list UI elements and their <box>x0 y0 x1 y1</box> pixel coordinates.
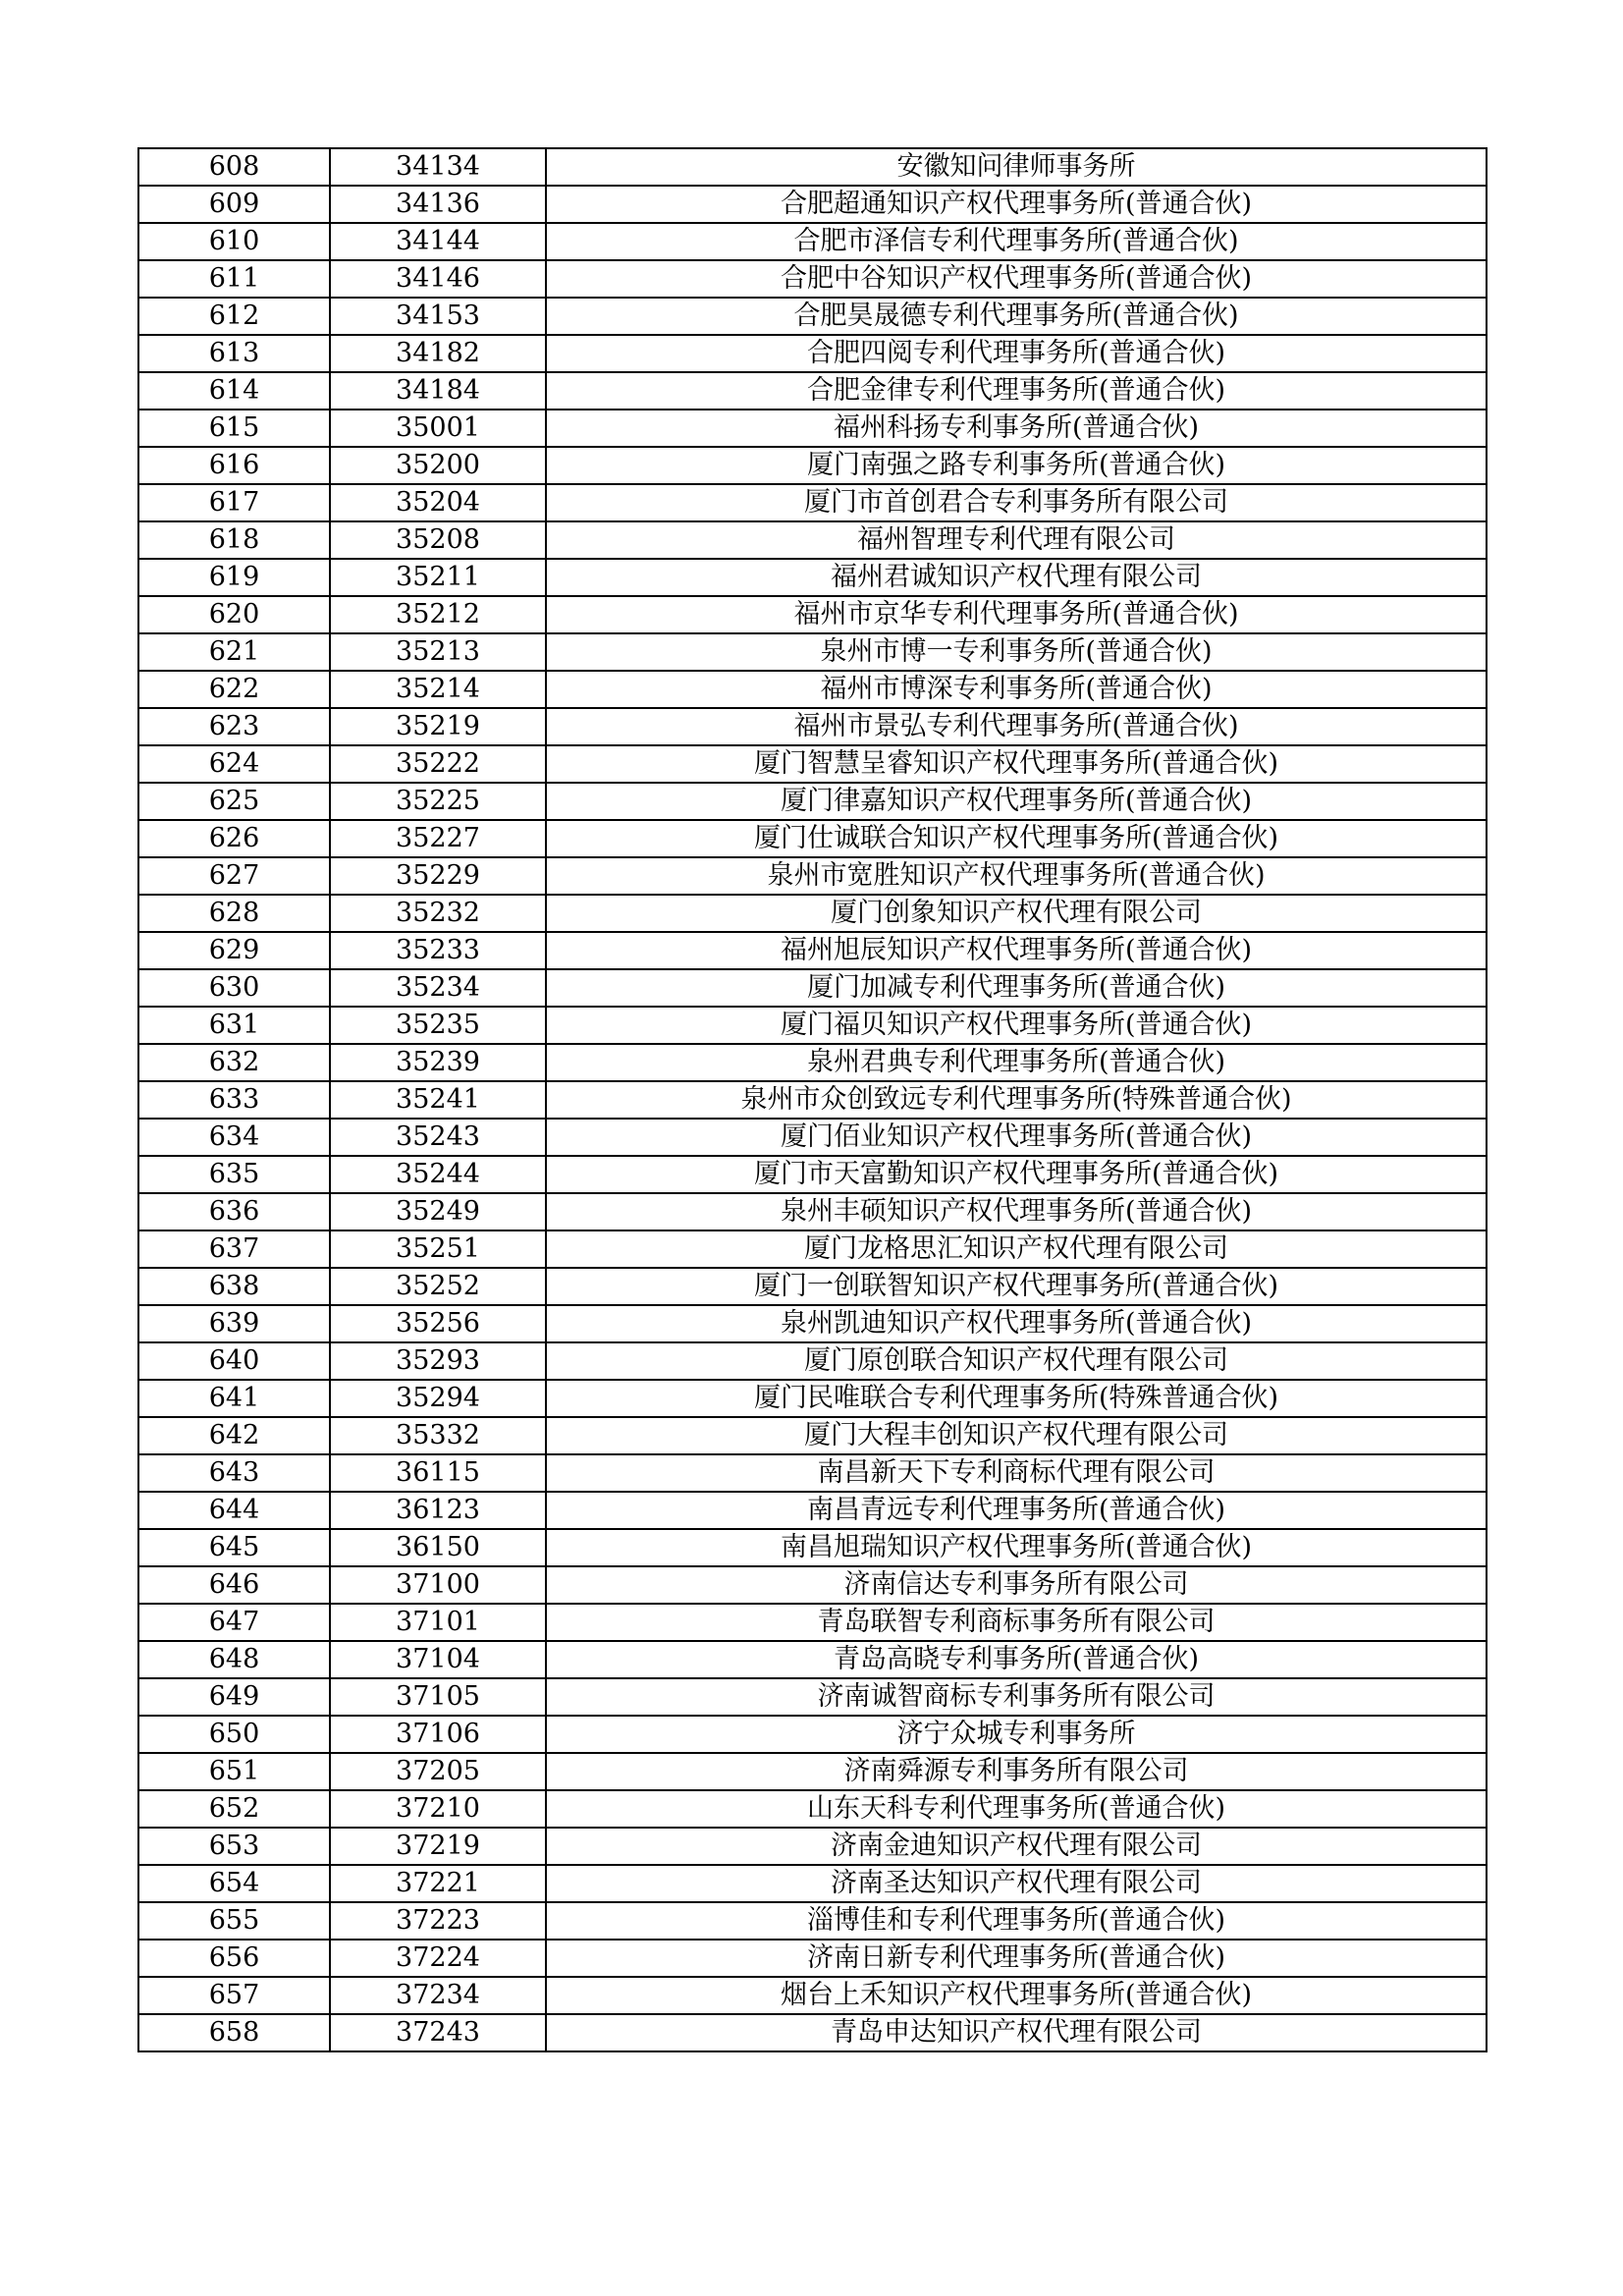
row-name-cell: 南昌旭瑞知识产权代理事务所(普通合伙) <box>546 1529 1487 1566</box>
row-name-cell: 福州市博深专利事务所(普通合伙) <box>546 671 1487 708</box>
table-row <box>138 1044 1487 1081</box>
table-row <box>138 1902 1487 1940</box>
row-seq-cell: 617 <box>138 484 330 521</box>
row-seq-cell: 646 <box>138 1566 330 1604</box>
row-name-cell: 合肥昊晟德专利代理事务所(普通合伙) <box>546 298 1487 335</box>
row-code-cell: 35211 <box>330 559 546 596</box>
table-row <box>138 745 1487 783</box>
row-seq-cell: 652 <box>138 1790 330 1828</box>
table-row <box>138 783 1487 820</box>
table-row <box>138 521 1487 559</box>
row-name-cell: 淄博佳和专利代理事务所(普通合伙) <box>546 1902 1487 1940</box>
row-code-cell: 35208 <box>330 521 546 559</box>
row-seq-cell: 651 <box>138 1753 330 1790</box>
row-code-cell: 37205 <box>330 1753 546 1790</box>
row-code-cell: 35214 <box>330 671 546 708</box>
table-row <box>138 559 1487 596</box>
row-name-cell: 福州市京华专利代理事务所(普通合伙) <box>546 596 1487 633</box>
table-row <box>138 335 1487 372</box>
table-row <box>138 1119 1487 1156</box>
table-row <box>138 1342 1487 1380</box>
row-seq-cell: 615 <box>138 410 330 447</box>
row-code-cell: 34136 <box>330 186 546 223</box>
row-name-cell: 合肥金律专利代理事务所(普通合伙) <box>546 372 1487 410</box>
row-name-cell: 南昌青远专利代理事务所(普通合伙) <box>546 1492 1487 1529</box>
row-seq-cell: 640 <box>138 1342 330 1380</box>
table-row <box>138 932 1487 969</box>
table-row <box>138 1380 1487 1417</box>
row-seq-cell: 637 <box>138 1230 330 1268</box>
row-code-cell: 35200 <box>330 447 546 484</box>
row-code-cell: 35235 <box>330 1007 546 1044</box>
row-code-cell: 35212 <box>330 596 546 633</box>
table-row <box>138 372 1487 410</box>
table-row <box>138 410 1487 447</box>
table-row <box>138 186 1487 223</box>
table-row <box>138 484 1487 521</box>
row-name-cell: 厦门加减专利代理事务所(普通合伙) <box>546 969 1487 1007</box>
row-name-cell: 济宁众城专利事务所 <box>546 1716 1487 1753</box>
row-name-cell: 济南金迪知识产权代理有限公司 <box>546 1828 1487 1865</box>
row-name-cell: 安徽知问律师事务所 <box>546 148 1487 186</box>
table-row <box>138 1641 1487 1678</box>
row-seq-cell: 620 <box>138 596 330 633</box>
table-row <box>138 1828 1487 1865</box>
row-name-cell: 福州旭辰知识产权代理事务所(普通合伙) <box>546 932 1487 969</box>
row-name-cell: 山东天科专利代理事务所(普通合伙) <box>546 1790 1487 1828</box>
agency-table <box>137 147 1488 2052</box>
row-code-cell: 37219 <box>330 1828 546 1865</box>
table-row <box>138 1268 1487 1305</box>
table-body <box>138 148 1487 2051</box>
row-seq-cell: 639 <box>138 1305 330 1342</box>
row-seq-cell: 619 <box>138 559 330 596</box>
row-name-cell: 厦门市天富勤知识产权代理事务所(普通合伙) <box>546 1156 1487 1193</box>
row-code-cell: 37221 <box>330 1865 546 1902</box>
row-code-cell: 37223 <box>330 1902 546 1940</box>
row-seq-cell: 656 <box>138 1940 330 1977</box>
row-code-cell: 35227 <box>330 820 546 857</box>
table-row <box>138 708 1487 745</box>
row-code-cell: 37210 <box>330 1790 546 1828</box>
row-code-cell: 37243 <box>330 2014 546 2051</box>
row-seq-cell: 611 <box>138 260 330 298</box>
row-code-cell: 36150 <box>330 1529 546 1566</box>
table-row <box>138 1865 1487 1902</box>
row-name-cell: 厦门原创联合知识产权代理有限公司 <box>546 1342 1487 1380</box>
row-code-cell: 37106 <box>330 1716 546 1753</box>
table-row <box>138 148 1487 186</box>
row-name-cell: 厦门创象知识产权代理有限公司 <box>546 895 1487 932</box>
row-seq-cell: 632 <box>138 1044 330 1081</box>
row-name-cell: 厦门律嘉知识产权代理事务所(普通合伙) <box>546 783 1487 820</box>
table-row <box>138 1230 1487 1268</box>
row-code-cell: 34184 <box>330 372 546 410</box>
row-name-cell: 福州科扬专利事务所(普通合伙) <box>546 410 1487 447</box>
row-code-cell: 35213 <box>330 633 546 671</box>
table-row <box>138 1454 1487 1492</box>
table-row <box>138 895 1487 932</box>
row-name-cell: 济南信达专利事务所有限公司 <box>546 1566 1487 1604</box>
table-row <box>138 2014 1487 2051</box>
row-code-cell: 37105 <box>330 1678 546 1716</box>
row-name-cell: 厦门民唯联合专利代理事务所(特殊普通合伙) <box>546 1380 1487 1417</box>
row-seq-cell: 647 <box>138 1604 330 1641</box>
row-seq-cell: 616 <box>138 447 330 484</box>
row-seq-cell: 642 <box>138 1417 330 1454</box>
table-row <box>138 1940 1487 1977</box>
row-name-cell: 济南日新专利代理事务所(普通合伙) <box>546 1940 1487 1977</box>
row-name-cell: 厦门仕诚联合知识产权代理事务所(普通合伙) <box>546 820 1487 857</box>
row-seq-cell: 623 <box>138 708 330 745</box>
row-seq-cell: 633 <box>138 1081 330 1119</box>
row-seq-cell: 644 <box>138 1492 330 1529</box>
row-code-cell: 35294 <box>330 1380 546 1417</box>
table-row <box>138 671 1487 708</box>
row-seq-cell: 650 <box>138 1716 330 1753</box>
row-name-cell: 福州智理专利代理有限公司 <box>546 521 1487 559</box>
table-row <box>138 1492 1487 1529</box>
row-name-cell: 合肥四阅专利代理事务所(普通合伙) <box>546 335 1487 372</box>
row-name-cell: 济南圣达知识产权代理有限公司 <box>546 1865 1487 1902</box>
row-name-cell: 青岛申达知识产权代理有限公司 <box>546 2014 1487 2051</box>
row-code-cell: 37234 <box>330 1977 546 2014</box>
table-row <box>138 1529 1487 1566</box>
row-seq-cell: 624 <box>138 745 330 783</box>
row-seq-cell: 622 <box>138 671 330 708</box>
table-row <box>138 633 1487 671</box>
row-code-cell: 35229 <box>330 857 546 895</box>
table-row <box>138 1156 1487 1193</box>
row-seq-cell: 631 <box>138 1007 330 1044</box>
row-seq-cell: 658 <box>138 2014 330 2051</box>
row-name-cell: 厦门大程丰创知识产权代理有限公司 <box>546 1417 1487 1454</box>
table-row <box>138 260 1487 298</box>
row-seq-cell: 638 <box>138 1268 330 1305</box>
row-seq-cell: 643 <box>138 1454 330 1492</box>
row-seq-cell: 654 <box>138 1865 330 1902</box>
row-seq-cell: 613 <box>138 335 330 372</box>
row-seq-cell: 625 <box>138 783 330 820</box>
table-row <box>138 969 1487 1007</box>
row-code-cell: 35219 <box>330 708 546 745</box>
row-seq-cell: 655 <box>138 1902 330 1940</box>
row-code-cell: 36123 <box>330 1492 546 1529</box>
row-code-cell: 37101 <box>330 1604 546 1641</box>
row-code-cell: 35234 <box>330 969 546 1007</box>
row-code-cell: 35233 <box>330 932 546 969</box>
row-name-cell: 泉州凯迪知识产权代理事务所(普通合伙) <box>546 1305 1487 1342</box>
row-name-cell: 青岛高晓专利事务所(普通合伙) <box>546 1641 1487 1678</box>
row-code-cell: 37100 <box>330 1566 546 1604</box>
row-seq-cell: 608 <box>138 148 330 186</box>
row-name-cell: 合肥市泽信专利代理事务所(普通合伙) <box>546 223 1487 260</box>
row-name-cell: 泉州君典专利代理事务所(普通合伙) <box>546 1044 1487 1081</box>
row-seq-cell: 629 <box>138 932 330 969</box>
row-seq-cell: 630 <box>138 969 330 1007</box>
row-name-cell: 济南诚智商标专利事务所有限公司 <box>546 1678 1487 1716</box>
row-seq-cell: 610 <box>138 223 330 260</box>
row-code-cell: 37104 <box>330 1641 546 1678</box>
row-name-cell: 泉州市众创致远专利代理事务所(特殊普通合伙) <box>546 1081 1487 1119</box>
row-name-cell: 烟台上禾知识产权代理事务所(普通合伙) <box>546 1977 1487 2014</box>
row-code-cell: 35293 <box>330 1342 546 1380</box>
row-code-cell: 35222 <box>330 745 546 783</box>
row-seq-cell: 618 <box>138 521 330 559</box>
row-code-cell: 35251 <box>330 1230 546 1268</box>
table-row <box>138 1417 1487 1454</box>
row-code-cell: 35256 <box>330 1305 546 1342</box>
row-name-cell: 青岛联智专利商标事务所有限公司 <box>546 1604 1487 1641</box>
row-name-cell: 泉州市宽胜知识产权代理事务所(普通合伙) <box>546 857 1487 895</box>
row-code-cell: 36115 <box>330 1454 546 1492</box>
row-seq-cell: 612 <box>138 298 330 335</box>
table-row <box>138 1566 1487 1604</box>
row-name-cell: 厦门佰业知识产权代理事务所(普通合伙) <box>546 1119 1487 1156</box>
row-seq-cell: 621 <box>138 633 330 671</box>
row-name-cell: 厦门一创联智知识产权代理事务所(普通合伙) <box>546 1268 1487 1305</box>
table-row <box>138 1604 1487 1641</box>
row-seq-cell: 627 <box>138 857 330 895</box>
row-name-cell: 济南舜源专利事务所有限公司 <box>546 1753 1487 1790</box>
row-code-cell: 35332 <box>330 1417 546 1454</box>
row-name-cell: 厦门智慧呈睿知识产权代理事务所(普通合伙) <box>546 745 1487 783</box>
row-name-cell: 厦门市首创君合专利事务所有限公司 <box>546 484 1487 521</box>
row-name-cell: 厦门福贝知识产权代理事务所(普通合伙) <box>546 1007 1487 1044</box>
row-code-cell: 35001 <box>330 410 546 447</box>
table-row <box>138 1081 1487 1119</box>
row-code-cell: 34134 <box>330 148 546 186</box>
row-seq-cell: 657 <box>138 1977 330 2014</box>
row-code-cell: 34146 <box>330 260 546 298</box>
row-code-cell: 35244 <box>330 1156 546 1193</box>
row-code-cell: 35232 <box>330 895 546 932</box>
row-name-cell: 厦门龙格思汇知识产权代理有限公司 <box>546 1230 1487 1268</box>
row-name-cell: 合肥中谷知识产权代理事务所(普通合伙) <box>546 260 1487 298</box>
row-code-cell: 35225 <box>330 783 546 820</box>
row-code-cell: 35204 <box>330 484 546 521</box>
row-code-cell: 35252 <box>330 1268 546 1305</box>
row-code-cell: 34182 <box>330 335 546 372</box>
row-seq-cell: 614 <box>138 372 330 410</box>
table-row <box>138 1678 1487 1716</box>
table-row <box>138 1007 1487 1044</box>
row-seq-cell: 626 <box>138 820 330 857</box>
row-seq-cell: 653 <box>138 1828 330 1865</box>
row-code-cell: 35243 <box>330 1119 546 1156</box>
row-seq-cell: 649 <box>138 1678 330 1716</box>
row-seq-cell: 641 <box>138 1380 330 1417</box>
table-row <box>138 1193 1487 1230</box>
row-seq-cell: 635 <box>138 1156 330 1193</box>
table-row <box>138 1753 1487 1790</box>
table-row <box>138 1977 1487 2014</box>
row-code-cell: 35241 <box>330 1081 546 1119</box>
table-row <box>138 857 1487 895</box>
row-seq-cell: 636 <box>138 1193 330 1230</box>
table-row <box>138 1305 1487 1342</box>
table-row <box>138 1790 1487 1828</box>
row-name-cell: 合肥超通知识产权代理事务所(普通合伙) <box>546 186 1487 223</box>
row-name-cell: 厦门南强之路专利事务所(普通合伙) <box>546 447 1487 484</box>
table-row <box>138 223 1487 260</box>
row-seq-cell: 645 <box>138 1529 330 1566</box>
row-code-cell: 34153 <box>330 298 546 335</box>
table-row <box>138 298 1487 335</box>
row-seq-cell: 628 <box>138 895 330 932</box>
table-row <box>138 447 1487 484</box>
row-name-cell: 泉州丰硕知识产权代理事务所(普通合伙) <box>546 1193 1487 1230</box>
row-name-cell: 泉州市博一专利事务所(普通合伙) <box>546 633 1487 671</box>
row-name-cell: 福州市景弘专利代理事务所(普通合伙) <box>546 708 1487 745</box>
table-row <box>138 1716 1487 1753</box>
row-seq-cell: 609 <box>138 186 330 223</box>
row-code-cell: 37224 <box>330 1940 546 1977</box>
table-row <box>138 596 1487 633</box>
row-name-cell: 南昌新天下专利商标代理有限公司 <box>546 1454 1487 1492</box>
row-seq-cell: 648 <box>138 1641 330 1678</box>
row-code-cell: 34144 <box>330 223 546 260</box>
row-seq-cell: 634 <box>138 1119 330 1156</box>
row-code-cell: 35249 <box>330 1193 546 1230</box>
row-name-cell: 福州君诚知识产权代理有限公司 <box>546 559 1487 596</box>
row-code-cell: 35239 <box>330 1044 546 1081</box>
table-row <box>138 820 1487 857</box>
